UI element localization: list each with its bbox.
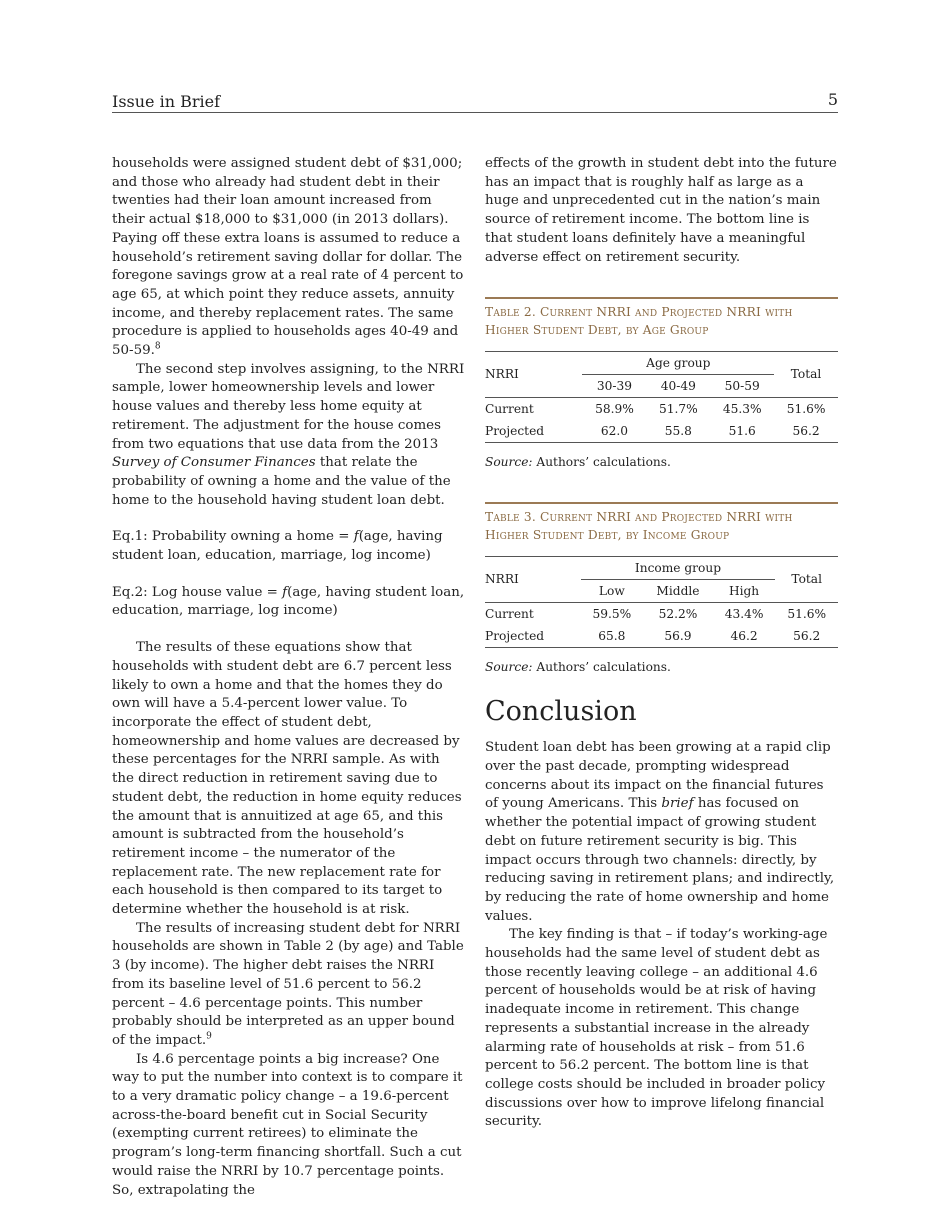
equation-1: Eq.1: Probability owning a home = f(age, having student loan, education, marriage, log income) [112,529,443,564]
table-group-header: Income group [581,556,776,579]
table-col-header: 50-59 [724,378,760,393]
paragraph: Is 4.6 percentage points a big increase? One way to put the number into context is to compare it to a very dramatic policy change – a 19.6-percent across-the-board benefit cut in Social Security (exempting current retirees) to eliminate the program’s long-term financing shortfall. Such a cut would raise the NRRI by 10.7 percentage points. So, extrapolating the [112,1051,463,1198]
footnote-ref[interactable]: 8 [154,341,161,352]
right-column [485,155,838,1132]
paragraph: effects of the growth in student debt into the future has an impact that is roughly half as large as a huge and unprecedented cut in the nation’s main source of retirement income. The bottom line is that student loans definitely have a meaningful adverse effect on retirement security. [485,156,837,265]
left-column [112,155,465,1200]
table-source: Source: Authors’ calculations. [485,659,671,674]
table-row: Projected 62.0 55.8 51.6 56.2 [485,423,820,438]
paragraph: Student loan debt has been growing at a rapid clip over the past decade, prompting widespread concerns about its impact on the financial futures of young Americans. This brief has focused on whether the potential impact of growing student debt on future retirement security is big. This impact occurs through two channels: directly, by reducing saving in retirement plans; and indirectly, by reducing the rate of home ownership and home values. [485,740,835,924]
page-number: 5 [827,90,838,109]
paragraph: households were assigned student debt of $31,000; and those who already had student debt in their twenties had their loan amount increased from their actual $18,000 to $31,000 (in 2013 dollars). Paying off these extra loans is assumed to reduce a household’s retirement saving dollar for dollar. The foregone savings grow at a real rate of 4 percent to age 65, at which point they reduce assets, annuity income, and thereby replacement rates. The same procedure is applied to households ages 40-49 and 50-59.$^8$ [112,156,464,359]
table2 [485,351,838,443]
table-row: Current 58.9% 51.7% 45.3% 51.6% [485,398,838,421]
table-source: Source: Authors’ calculations. [485,455,671,470]
running-header [112,90,838,113]
table2-title: Table 2. Current NRRI and Projected NRRI with Higher Student Debt, by Age Group [485,297,838,339]
table-col-header: Total [790,367,822,382]
footnote-ref[interactable]: 9 [206,1031,212,1042]
table3 [485,556,838,648]
table-row: Projected 65.8 56.9 46.2 56.2 [485,628,821,643]
table-col-header: Low [598,583,625,598]
table3-title: Table 3. Current NRRI and Projected NRRI with Higher Student Debt, by Income Group [485,502,838,544]
table-group-header: Age group [582,352,774,375]
table-col-header: High [728,583,760,598]
section-heading: Conclusion [485,695,637,727]
paragraph: The results of increasing student debt for NRRI households are shown in Table 2 (by age) and Table 3 (by income). The higher debt raises the NRRI from its baseline level of 51.6 percent to 56.2 percent – 4.6 percentage points. This number probably should be interpreted as an upper bound of the impact.$^9$ [112,920,464,1048]
header-title: Issue in Brief [112,92,221,111]
table-col-header: 40-49 [660,378,696,393]
equation-2: Eq.2: Log house value = f(age, having student loan, education, marriage, log income) [112,584,465,619]
table-row-header: NRRI [485,572,519,587]
table-row-header: NRRI [485,367,519,382]
paragraph: The second step involves assigning, to the NRRI sample, lower homeownership levels and lower house values and thereby less home equity at retirement. The adjustment for the house comes from two equations that use data from the 2013 Survey of Consumer Finances that relate the probability of owning a home and the value of the home to the household having student loan debt. [112,361,465,508]
table-col-header: Total [791,572,822,587]
table-col-header: 30-39 [596,378,632,393]
table-row: Current 59.5% 52.2% 43.4% 51.6% [485,602,838,625]
table-col-header: Middle [656,583,700,598]
paragraph: The results of these equations show that households with student debt are 6.7 percent less likely to own a home and that the homes they do own will have a 5.4-percent lower value. To incorporate the effect of student debt, homeownership and home values are decreased by these percentages for the NRRI sample. As with the direct reduction in retirement saving due to student debt, the reduction in home equity reduces the amount that is annuitized at age 65, and this amount is subtracted from the household’s retirement income – the numerator of the replacement rate. The new replacement rate for each household is then compared to its target to determine whether the household is at risk. [112,640,462,918]
paragraph: The key finding is that – if today’s working-age households had the same level of student debt as those recently leaving college – an additional 4.6 percent of households would be at risk of having inadequate income in retirement. This change represents a substantial increase in the already alarming rate of households at risk – from 51.6 percent to 56.2 percent. The bottom line is that college costs should be included in broader policy discussions over how to improve lifelong financial security. [485,927,828,1130]
